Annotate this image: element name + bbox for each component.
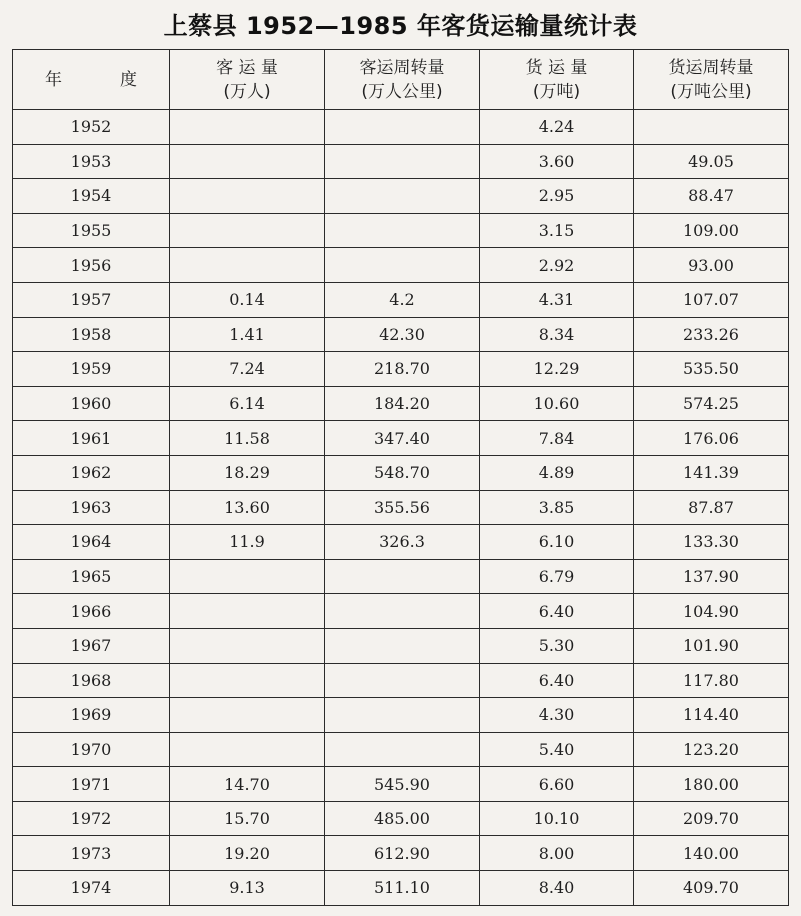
freight-volume-cell: 4.24 [480, 110, 634, 145]
header-year-char2: 度 [120, 69, 137, 90]
freight-turnover-cell: 141.39 [634, 455, 789, 490]
table-row [13, 490, 789, 525]
table-row [13, 282, 789, 317]
freight-volume-cell: 5.40 [480, 732, 634, 767]
year-cell: 1955 [13, 213, 170, 248]
freight-volume-cell: 12.29 [480, 352, 634, 387]
header-freight-volume-label: 货 运 量 [525, 57, 588, 78]
year-cell: 1967 [13, 628, 170, 663]
passenger-volume-cell [170, 663, 325, 698]
passenger-turnover-cell [325, 732, 480, 767]
freight-volume-cell: 4.89 [480, 455, 634, 490]
year-cell: 1956 [13, 248, 170, 283]
table-row [13, 110, 789, 145]
passenger-turnover-cell: 326.3 [325, 525, 480, 560]
passenger-turnover-cell [325, 213, 480, 248]
passenger-turnover-cell: 612.90 [325, 836, 480, 871]
year-cell: 1952 [13, 110, 170, 145]
table-row [13, 352, 789, 387]
freight-turnover-cell: 140.00 [634, 836, 789, 871]
passenger-volume-cell [170, 144, 325, 179]
year-cell: 1972 [13, 801, 170, 836]
year-cell: 1960 [13, 386, 170, 421]
passenger-turnover-cell [325, 663, 480, 698]
statistics-table [12, 49, 789, 906]
freight-volume-cell: 6.60 [480, 767, 634, 802]
header-passenger-volume-unit: (万人) [223, 81, 271, 102]
year-cell: 1974 [13, 871, 170, 906]
passenger-volume-cell: 15.70 [170, 801, 325, 836]
passenger-volume-cell [170, 110, 325, 145]
freight-volume-cell: 7.84 [480, 421, 634, 456]
header-passenger-volume-label: 客 运 量 [216, 57, 278, 78]
year-cell: 1957 [13, 282, 170, 317]
passenger-volume-cell [170, 559, 325, 594]
table-row [13, 144, 789, 179]
passenger-volume-cell: 14.70 [170, 767, 325, 802]
header-passenger-turnover [325, 50, 480, 110]
freight-turnover-cell: 574.25 [634, 386, 789, 421]
table-row [13, 732, 789, 767]
freight-turnover-cell: 123.20 [634, 732, 789, 767]
passenger-volume-cell [170, 213, 325, 248]
freight-volume-cell: 2.95 [480, 179, 634, 214]
freight-turnover-cell: 209.70 [634, 801, 789, 836]
table-row [13, 871, 789, 906]
year-cell: 1954 [13, 179, 170, 214]
freight-volume-cell: 6.40 [480, 594, 634, 629]
table-row [13, 663, 789, 698]
passenger-volume-cell: 19.20 [170, 836, 325, 871]
table-row [13, 628, 789, 663]
year-cell: 1953 [13, 144, 170, 179]
table-row [13, 386, 789, 421]
freight-volume-cell: 4.31 [480, 282, 634, 317]
table-row [13, 767, 789, 802]
header-year [13, 50, 170, 110]
year-cell: 1971 [13, 767, 170, 802]
passenger-volume-cell: 11.9 [170, 525, 325, 560]
header-freight-volume-unit: (万吨) [532, 81, 581, 102]
freight-turnover-cell: 107.07 [634, 282, 789, 317]
freight-volume-cell: 8.00 [480, 836, 634, 871]
passenger-turnover-cell: 184.20 [325, 386, 480, 421]
passenger-volume-cell [170, 628, 325, 663]
year-cell: 1966 [13, 594, 170, 629]
passenger-volume-cell: 0.14 [170, 282, 325, 317]
year-cell: 1963 [13, 490, 170, 525]
passenger-volume-cell: 7.24 [170, 352, 325, 387]
freight-turnover-cell: 101.90 [634, 628, 789, 663]
year-cell: 1964 [13, 525, 170, 560]
header-freight-turnover-unit: (万吨公里) [670, 81, 752, 102]
freight-volume-cell: 8.40 [480, 871, 634, 906]
passenger-turnover-cell [325, 179, 480, 214]
year-cell: 1962 [13, 455, 170, 490]
year-cell: 1965 [13, 559, 170, 594]
year-cell: 1970 [13, 732, 170, 767]
header-row [13, 50, 789, 110]
passenger-turnover-cell [325, 698, 480, 733]
table-row [13, 421, 789, 456]
freight-volume-cell: 10.60 [480, 386, 634, 421]
freight-turnover-cell: 87.87 [634, 490, 789, 525]
freight-volume-cell: 8.34 [480, 317, 634, 352]
header-passenger-turnover-unit: (万人公里) [361, 81, 443, 102]
table-row [13, 455, 789, 490]
passenger-volume-cell [170, 732, 325, 767]
freight-volume-cell: 6.40 [480, 663, 634, 698]
table-title: 上蔡县 1952—1985 年客货运输量统计表 [163, 12, 638, 40]
freight-volume-cell: 2.92 [480, 248, 634, 283]
header-passenger-turnover-label: 客运周转量 [359, 57, 445, 78]
passenger-turnover-cell: 347.40 [325, 421, 480, 456]
freight-volume-cell: 4.30 [480, 698, 634, 733]
year-cell: 1968 [13, 663, 170, 698]
freight-turnover-cell [634, 110, 789, 145]
passenger-volume-cell: 11.58 [170, 421, 325, 456]
passenger-volume-cell: 18.29 [170, 455, 325, 490]
passenger-turnover-cell: 42.30 [325, 317, 480, 352]
freight-turnover-cell: 117.80 [634, 663, 789, 698]
freight-turnover-cell: 49.05 [634, 144, 789, 179]
header-passenger-volume [170, 50, 325, 110]
table-row [13, 248, 789, 283]
freight-volume-cell: 6.79 [480, 559, 634, 594]
freight-turnover-cell: 409.70 [634, 871, 789, 906]
freight-volume-cell: 6.10 [480, 525, 634, 560]
freight-volume-cell: 3.60 [480, 144, 634, 179]
table-row [13, 836, 789, 871]
freight-turnover-cell: 233.26 [634, 317, 789, 352]
freight-turnover-cell: 133.30 [634, 525, 789, 560]
table-row [13, 213, 789, 248]
table-row [13, 698, 789, 733]
passenger-turnover-cell: 548.70 [325, 455, 480, 490]
freight-turnover-cell: 137.90 [634, 559, 789, 594]
header-freight-turnover-label: 货运周转量 [668, 57, 754, 78]
passenger-volume-cell: 9.13 [170, 871, 325, 906]
year-cell: 1959 [13, 352, 170, 387]
table-row [13, 559, 789, 594]
passenger-turnover-cell [325, 110, 480, 145]
passenger-turnover-cell [325, 144, 480, 179]
passenger-volume-cell [170, 248, 325, 283]
passenger-turnover-cell [325, 559, 480, 594]
table-row [13, 594, 789, 629]
freight-turnover-cell: 93.00 [634, 248, 789, 283]
header-freight-turnover [634, 50, 789, 110]
freight-volume-cell: 10.10 [480, 801, 634, 836]
passenger-turnover-cell: 355.56 [325, 490, 480, 525]
freight-turnover-cell: 88.47 [634, 179, 789, 214]
passenger-volume-cell [170, 698, 325, 733]
passenger-volume-cell [170, 179, 325, 214]
freight-volume-cell: 3.15 [480, 213, 634, 248]
passenger-turnover-cell [325, 248, 480, 283]
passenger-turnover-cell: 218.70 [325, 352, 480, 387]
freight-turnover-cell: 176.06 [634, 421, 789, 456]
passenger-turnover-cell: 4.2 [325, 282, 480, 317]
freight-turnover-cell: 109.00 [634, 213, 789, 248]
passenger-volume-cell: 1.41 [170, 317, 325, 352]
passenger-turnover-cell: 511.10 [325, 871, 480, 906]
passenger-turnover-cell: 545.90 [325, 767, 480, 802]
freight-turnover-cell: 104.90 [634, 594, 789, 629]
freight-turnover-cell: 180.00 [634, 767, 789, 802]
year-cell: 1973 [13, 836, 170, 871]
table-row [13, 801, 789, 836]
table-row [13, 525, 789, 560]
passenger-volume-cell [170, 594, 325, 629]
table-body [13, 110, 789, 906]
header-freight-volume [480, 50, 634, 110]
passenger-turnover-cell [325, 628, 480, 663]
year-cell: 1958 [13, 317, 170, 352]
freight-turnover-cell: 535.50 [634, 352, 789, 387]
passenger-turnover-cell [325, 594, 480, 629]
table-row [13, 317, 789, 352]
freight-turnover-cell: 114.40 [634, 698, 789, 733]
table-row [13, 179, 789, 214]
freight-volume-cell: 3.85 [480, 490, 634, 525]
passenger-volume-cell: 6.14 [170, 386, 325, 421]
header-year-char1: 年 [45, 69, 62, 90]
freight-volume-cell: 5.30 [480, 628, 634, 663]
year-cell: 1961 [13, 421, 170, 456]
passenger-turnover-cell: 485.00 [325, 801, 480, 836]
passenger-volume-cell: 13.60 [170, 490, 325, 525]
year-cell: 1969 [13, 698, 170, 733]
